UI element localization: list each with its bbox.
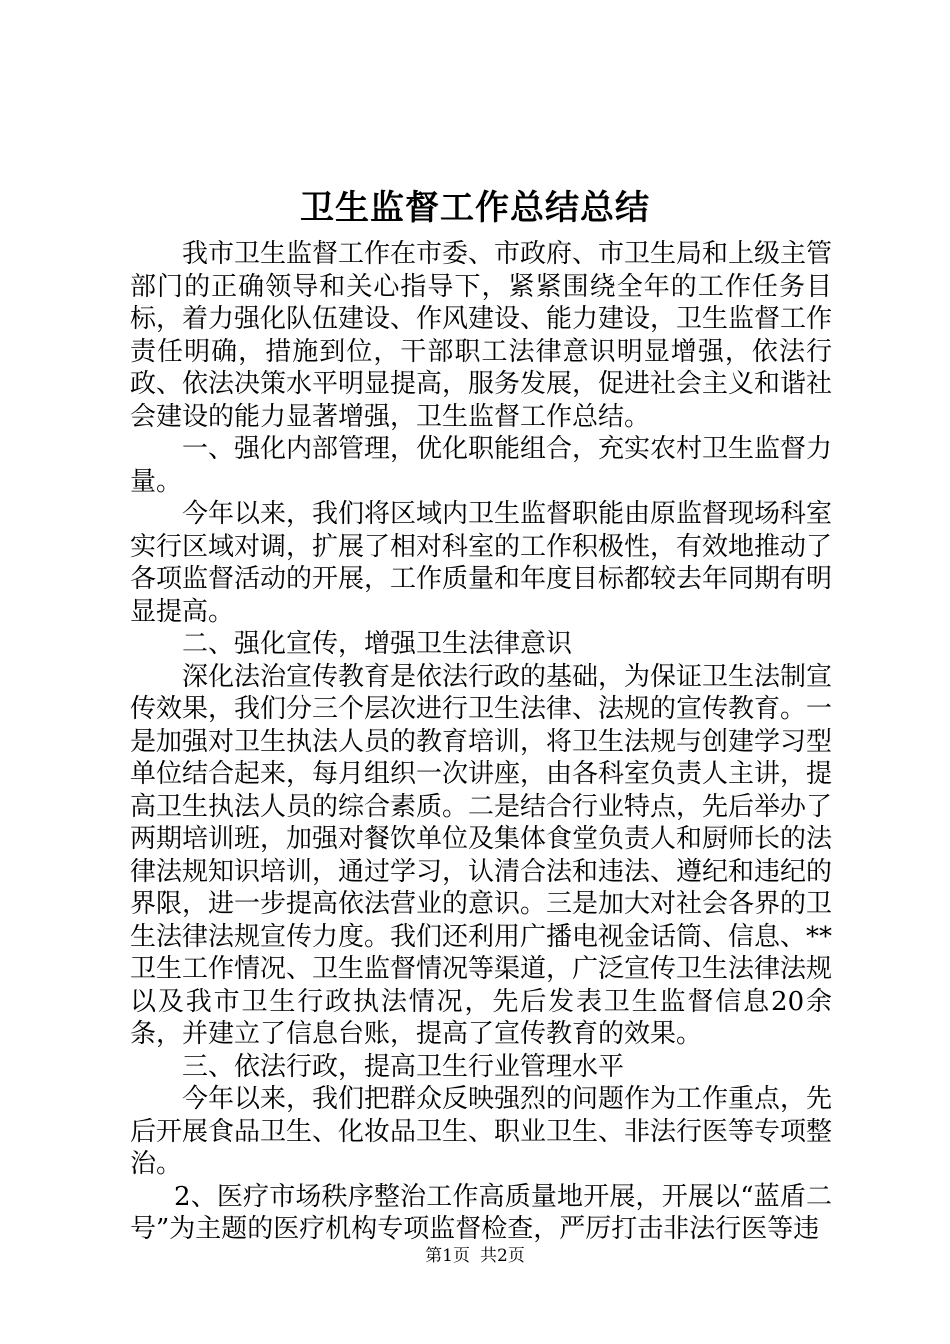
paragraph-section-2: 深化法治宣传教育是依法行政的基础，为保证卫生法制宣传效果，我们分三个层次进行卫生法律、法规的宣传教育。一是加强对卫生执法人员的教育培训，将卫生法规与创建学习型单位结合起来，每月组织一次讲座，由各科室负责人主讲，提高卫生执法人员的综合素质。二是结合行业特点，先后举办了两期培训班，加强对餐饮单位及集体食堂负责人和厨师长的法律法规知识培训，通过学习，认清合法和违法、遵纪和违纪的界限，进一步提高依法营业的意识。三是加大对社会各界的卫生法律法规宣传力度。我们还利用广播电视金话筒、信息、**卫生工作情况、卫生监督情况等渠道，广泛宣传卫生法律法规以及我市卫生行政执法情况，先后发表卫生监督信息20余条，并建立了信息台账，提高了宣传教育的效果。: [130, 661, 833, 1049]
page-total: 共2页: [480, 1246, 525, 1266]
heading-section-1: 一、强化内部管理，优化职能组合，充实农村卫生监督力量。: [130, 434, 833, 497]
document-body: [130, 238, 832, 1246]
paragraph-item-2: 2、医疗市场秩序整治工作高质量地开展，开展以“蓝盾二号”为主题的医疗机构专项监督检查，严厉打击非法行医等违: [130, 1181, 832, 1244]
page-footer: [0, 1245, 950, 1267]
page-number: 第1页: [425, 1246, 470, 1266]
paragraph-section-1: 今年以来，我们将区域内卫生监督职能由原监督现场科室实行区域对调，扩展了相对科室的工作积极性，有效地推动了各项监督活动的开展，工作质量和年度目标都较去年同期有明显提高。: [130, 499, 833, 627]
document-title: 卫生监督工作总结总结: [300, 188, 650, 228]
heading-section-3: 三、依法行政，提高卫生行业管理水平: [182, 1051, 625, 1082]
heading-section-2: 二、强化宣传，增强卫生法律意识: [182, 629, 573, 659]
paragraph-section-3: 今年以来，我们把群众反映强烈的问题作为工作重点，先后开展食品卫生、化妆品卫生、职业卫生、非法行医等专项整治。: [130, 1084, 833, 1179]
paragraph-intro: 我市卫生监督工作在市委、市政府、市卫生局和上级主管部门的正确领导和关心指导下，紧紧围绕全年的工作任务目标，着力强化队伍建设、作风建设、能力建设，卫生监督工作责任明确，措施到位，干部职工法律意识明显增强，依法行政、依法决策水平明显提高，服务发展，促进社会主义和谐社会建设的能力显著增强，卫生监督工作总结。: [130, 239, 833, 432]
